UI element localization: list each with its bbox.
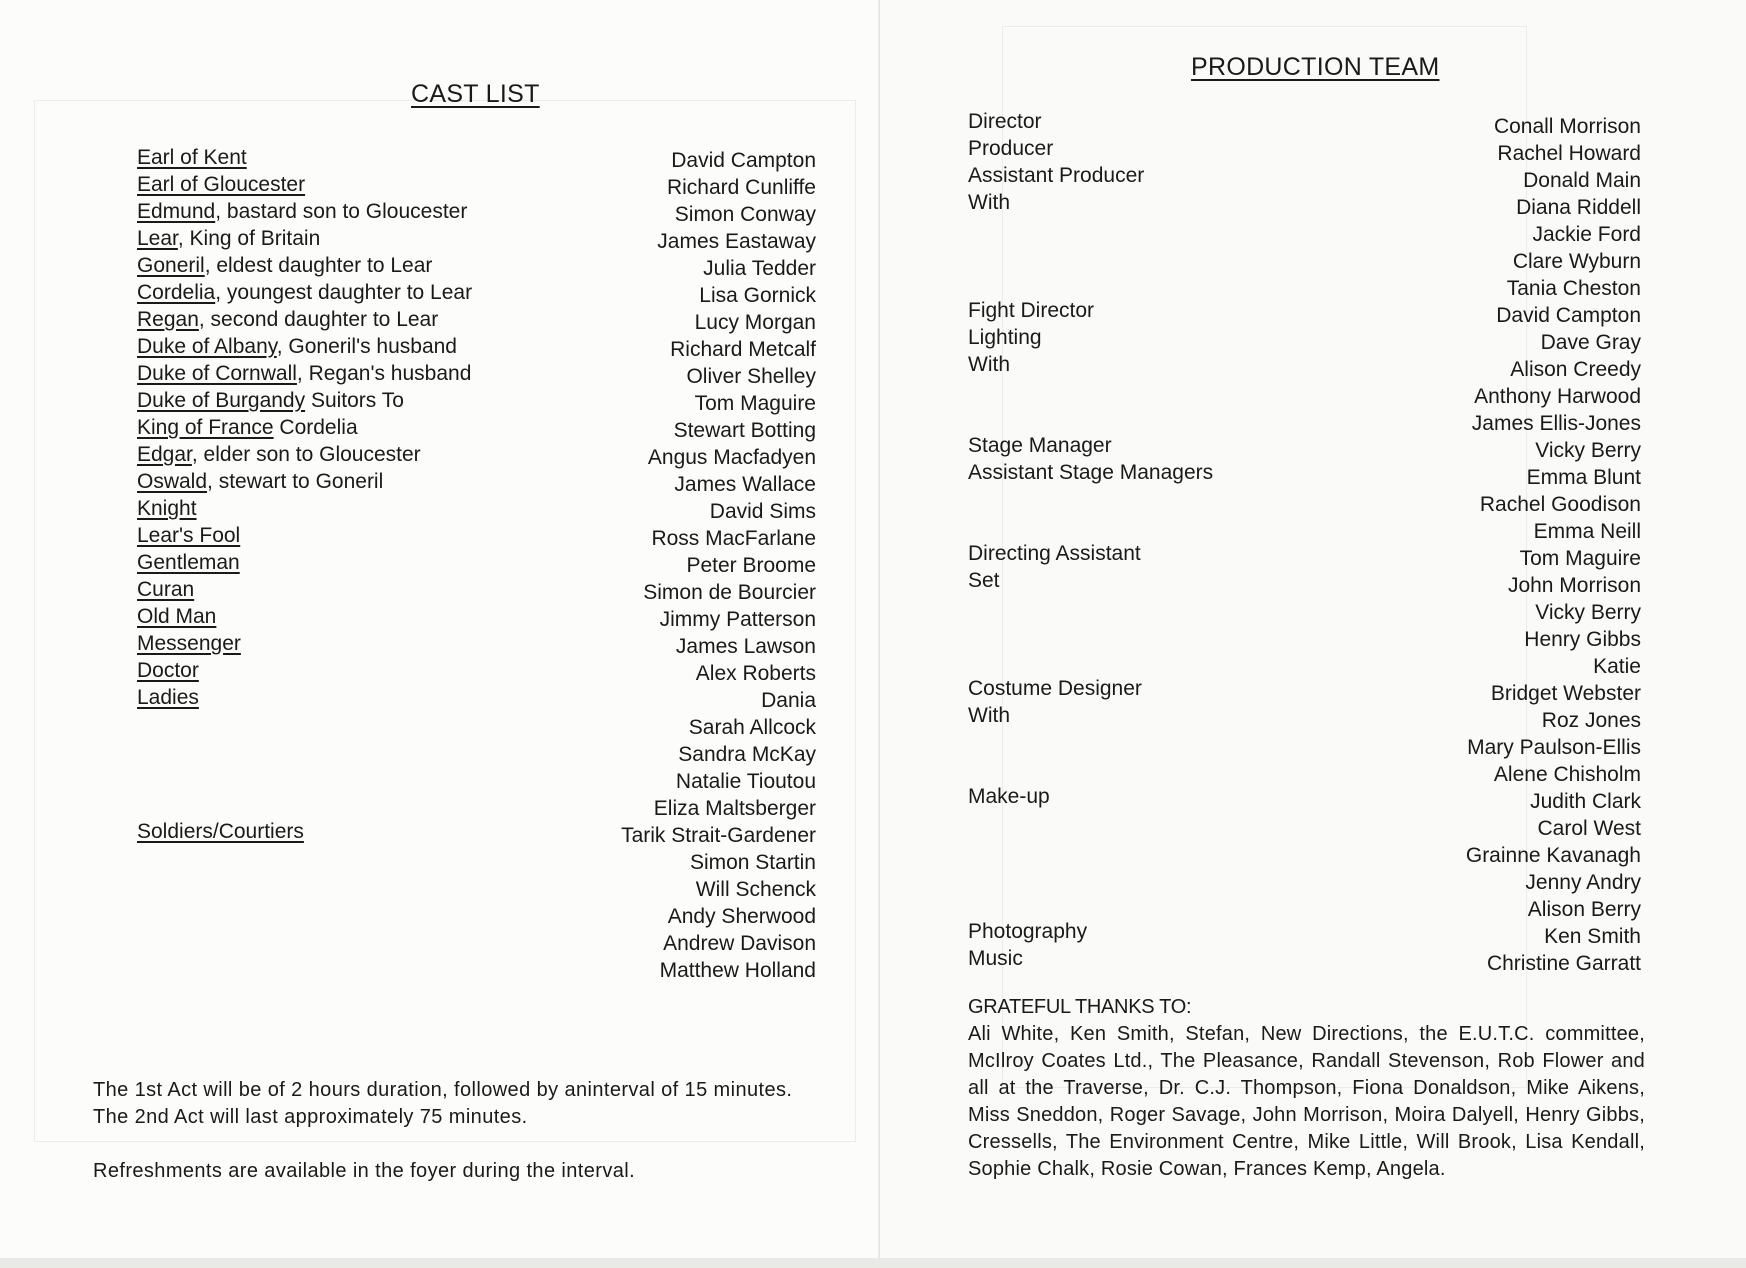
cast-member-name: Andrew Davison bbox=[663, 932, 816, 955]
team-member-name: Diana Riddell bbox=[1516, 196, 1641, 219]
team-role-item bbox=[968, 270, 1213, 297]
cast-role-item bbox=[137, 252, 472, 279]
cast-member-name: Julia Tedder bbox=[703, 257, 816, 280]
cast-member-name: James Eastaway bbox=[657, 230, 816, 253]
cast-member-name: Natalie Tioutou bbox=[675, 770, 816, 793]
team-member-name: Rachel Goodison bbox=[1479, 493, 1641, 516]
team-role-item bbox=[968, 810, 1213, 837]
team-role-item: Directing Assistant bbox=[968, 542, 1141, 565]
thanks-body: Ali White, Ken Smith, Stefan, New Directions, the E.U.T.C. committee, McIlroy Coates Ltd., The Pleasance, Randall Stevenson, Rob Flower and all at the Traverse, Dr. C.J. Thompson, Fiona Donaldson, Mike Aikens, Miss Sneddon, Roger Savage, John Morrison, Moira Dalyell, Henry Gibbs, Cressells, The Environment Centre, Mike Little, Will Brook, Lisa Kendall, Sophie Chalk, Rosie Cowan, Frances Kemp, Angela. bbox=[968, 1023, 1645, 1180]
cast-role-description: , elder son to Gloucester bbox=[191, 443, 421, 466]
team-role-item bbox=[968, 648, 1213, 675]
scan-bottom-edge bbox=[0, 1258, 1746, 1268]
cast-role-item bbox=[137, 684, 472, 711]
team-role-item bbox=[968, 729, 1213, 756]
cast-role-description: Cordelia bbox=[273, 416, 358, 439]
team-member-name: Anthony Harwood bbox=[1474, 385, 1641, 408]
team-role-item: Producer bbox=[968, 137, 1054, 160]
cast-member-name: Lucy Morgan bbox=[694, 311, 816, 334]
refreshments-note: Refreshments are available in the foyer during the interval. bbox=[93, 1160, 636, 1182]
team-member-name: Rachel Howard bbox=[1497, 142, 1641, 165]
cast-names-list bbox=[560, 147, 816, 984]
cast-role-name: Knight bbox=[137, 497, 197, 520]
cast-role-name: Ladies bbox=[137, 686, 199, 709]
soldiers-courtiers-label: Soldiers/Courtiers bbox=[137, 820, 304, 843]
cast-roles-list bbox=[137, 144, 472, 711]
cast-role-item bbox=[137, 576, 472, 603]
team-role-item: Director bbox=[968, 110, 1042, 133]
team-role-item: With bbox=[968, 191, 1010, 214]
cast-member-name: Lisa Gornick bbox=[699, 284, 816, 307]
cast-role-description: , second daughter to Lear bbox=[198, 308, 439, 331]
team-role-item bbox=[968, 243, 1213, 270]
team-role-item bbox=[968, 756, 1213, 783]
team-member-name: Vicky Berry bbox=[1535, 601, 1641, 624]
team-role-item bbox=[968, 216, 1213, 243]
cast-role-item bbox=[137, 360, 472, 387]
cast-member-name: James Wallace bbox=[674, 473, 816, 496]
cast-member-name: Richard Cunliffe bbox=[666, 176, 816, 199]
cast-member-name: Andy Sherwood bbox=[667, 905, 816, 928]
cast-role-item bbox=[137, 603, 472, 630]
cast-role-item bbox=[137, 144, 472, 171]
team-role-item bbox=[968, 486, 1213, 513]
team-role-item bbox=[968, 621, 1213, 648]
cast-role-item bbox=[137, 549, 472, 576]
cast-role-description: , Regan's husband bbox=[296, 362, 472, 385]
cast-role-name: Edgar bbox=[137, 443, 192, 466]
team-role-item bbox=[968, 378, 1213, 405]
cast-role-item bbox=[137, 414, 472, 441]
team-member-name: Emma Blunt bbox=[1526, 466, 1641, 489]
cast-role-name: Doctor bbox=[137, 659, 199, 682]
cast-role-item bbox=[137, 225, 472, 252]
team-role-item bbox=[968, 864, 1213, 891]
cast-member-name: Jimmy Patterson bbox=[659, 608, 816, 631]
cast-list-title: CAST LIST bbox=[411, 80, 540, 108]
team-role-item: Music bbox=[968, 947, 1023, 970]
cast-role-name: Lear's Fool bbox=[137, 524, 241, 547]
cast-member-name: Angus Macfadyen bbox=[647, 446, 816, 469]
cast-member-name: Tom Maguire bbox=[694, 392, 816, 415]
cast-member-name: James Lawson bbox=[675, 635, 816, 658]
cast-member-name: Sandra McKay bbox=[678, 743, 816, 766]
cast-role-name: Duke of Albany bbox=[137, 335, 277, 358]
team-member-name: Ken Smith bbox=[1544, 925, 1641, 948]
cast-role-name: Earl of Gloucester bbox=[137, 173, 306, 196]
cast-member-name: Ross MacFarlane bbox=[651, 527, 816, 550]
cast-role-description: , youngest daughter to Lear bbox=[215, 281, 473, 304]
team-role-item: Set bbox=[968, 569, 1000, 592]
team-names-list bbox=[1380, 113, 1641, 977]
team-member-name: Tom Maguire bbox=[1519, 547, 1641, 570]
cast-member-name: Stewart Botting bbox=[673, 419, 816, 442]
production-team-title: PRODUCTION TEAM bbox=[1191, 53, 1440, 81]
team-role-item: Stage Manager bbox=[968, 434, 1112, 457]
team-member-name: Emma Neill bbox=[1533, 520, 1641, 543]
cast-member-name: Sarah Allcock bbox=[688, 716, 816, 739]
cast-member-name: Simon Startin bbox=[689, 851, 816, 874]
team-member-name: Donald Main bbox=[1523, 169, 1641, 192]
team-member-name: Katie bbox=[1593, 655, 1641, 678]
cast-member-name: Richard Metcalf bbox=[670, 338, 816, 361]
cast-role-description: , bastard son to Gloucester bbox=[215, 200, 468, 223]
team-member-name: Grainne Kavanagh bbox=[1465, 844, 1641, 867]
cast-member-name: Simon de Bourcier bbox=[643, 581, 816, 604]
cast-role-name: Cordelia bbox=[137, 281, 216, 304]
team-role-item bbox=[968, 513, 1213, 540]
team-member-name: Dave Gray bbox=[1540, 331, 1641, 354]
cast-role-item bbox=[137, 333, 472, 360]
cast-role-name: Duke of Burgandy bbox=[137, 389, 306, 412]
cast-role-item bbox=[137, 495, 472, 522]
cast-member-name: David Campton bbox=[671, 149, 816, 172]
cast-member-name: Matthew Holland bbox=[659, 959, 816, 982]
cast-role-name: Goneril bbox=[137, 254, 205, 277]
cast-member-name: Oliver Shelley bbox=[686, 365, 816, 388]
cast-role-name: Regan bbox=[137, 308, 199, 331]
team-role-item: With bbox=[968, 704, 1010, 727]
team-roles-list bbox=[968, 108, 1213, 972]
cast-role-item bbox=[137, 468, 472, 495]
cast-role-item bbox=[137, 198, 472, 225]
team-member-name: Alison Berry bbox=[1527, 898, 1641, 921]
cast-role-name: Messenger bbox=[137, 632, 241, 655]
team-role-item: With bbox=[968, 353, 1010, 376]
cast-role-item bbox=[137, 522, 472, 549]
team-member-name: Christine Garratt bbox=[1486, 952, 1641, 975]
team-member-name: John Morrison bbox=[1507, 574, 1641, 597]
cast-member-name: Will Schenck bbox=[695, 878, 816, 901]
cast-role-name: Old Man bbox=[137, 605, 217, 628]
team-role-item bbox=[968, 594, 1213, 621]
team-role-item: Photography bbox=[968, 920, 1088, 943]
team-member-name: Bridget Webster bbox=[1490, 682, 1641, 705]
team-member-name: Henry Gibbs bbox=[1524, 628, 1641, 651]
cast-member-name: Dania bbox=[761, 689, 816, 712]
cast-role-name: Edmund bbox=[137, 200, 216, 223]
cast-member-name: Eliza Maltsberger bbox=[653, 797, 816, 820]
cast-role-name: Lear bbox=[137, 227, 178, 250]
cast-role-description: Suitors To bbox=[305, 389, 404, 412]
team-member-name: Roz Jones bbox=[1541, 709, 1641, 732]
right-page bbox=[880, 0, 1746, 1268]
team-member-name: James Ellis-Jones bbox=[1471, 412, 1641, 435]
cast-role-item bbox=[137, 387, 472, 414]
team-member-name: Judith Clark bbox=[1530, 790, 1641, 813]
cast-member-name: Tarik Strait-Gardener bbox=[621, 824, 816, 847]
team-member-name: David Campton bbox=[1496, 304, 1641, 327]
cast-role-description: , King of Britain bbox=[177, 227, 321, 250]
cast-member-name: Simon Conway bbox=[674, 203, 816, 226]
team-role-item: Make-up bbox=[968, 785, 1050, 808]
team-member-name: Alison Creedy bbox=[1510, 358, 1641, 381]
team-role-item bbox=[968, 837, 1213, 864]
team-member-name: Jenny Andry bbox=[1525, 871, 1641, 894]
cast-role-item bbox=[137, 657, 472, 684]
cast-role-name: King of France bbox=[137, 416, 274, 439]
cast-role-item bbox=[137, 171, 472, 198]
team-member-name: Vicky Berry bbox=[1535, 439, 1641, 462]
cast-role-name: Duke of Cornwall bbox=[137, 362, 297, 385]
cast-role-description: , Goneril's husband bbox=[276, 335, 457, 358]
cast-role-name: Gentleman bbox=[137, 551, 240, 574]
thanks-title: GRATEFUL THANKS TO: bbox=[968, 996, 1192, 1018]
team-role-item: Lighting bbox=[968, 326, 1042, 349]
cast-member-name: David Sims bbox=[709, 500, 816, 523]
cast-role-item bbox=[137, 306, 472, 333]
cast-role-description: , stewart to Goneril bbox=[207, 470, 384, 493]
team-member-name: Alene Chisholm bbox=[1493, 763, 1641, 786]
cast-role-item bbox=[137, 630, 472, 657]
team-member-name: Conall Morrison bbox=[1493, 115, 1641, 138]
team-member-name: Tania Cheston bbox=[1506, 277, 1641, 300]
cast-role-name: Curan bbox=[137, 578, 195, 601]
team-role-item: Assistant Producer bbox=[968, 164, 1145, 187]
team-member-name: Jackie Ford bbox=[1532, 223, 1641, 246]
cast-member-name: Peter Broome bbox=[686, 554, 816, 577]
team-role-item: Fight Director bbox=[968, 299, 1095, 322]
team-role-item: Costume Designer bbox=[968, 677, 1142, 700]
team-role-item bbox=[968, 405, 1213, 432]
duration-note: The 1st Act will be of 2 hours duration, followed by aninterval of 15 minutes. The 2nd Act will last approximately 75 minutes. bbox=[93, 1079, 793, 1128]
cast-role-item bbox=[137, 441, 472, 468]
team-role-item bbox=[968, 891, 1213, 918]
cast-role-name: Earl of Kent bbox=[137, 146, 247, 169]
team-role-item: Assistant Stage Managers bbox=[968, 461, 1214, 484]
cast-role-description: , eldest daughter to Lear bbox=[204, 254, 433, 277]
team-member-name: Carol West bbox=[1537, 817, 1641, 840]
cast-member-name: Alex Roberts bbox=[695, 662, 816, 685]
team-member-name: Clare Wyburn bbox=[1512, 250, 1641, 273]
cast-role-name: Oswald bbox=[137, 470, 208, 493]
cast-role-item bbox=[137, 279, 472, 306]
team-member-name: Mary Paulson-Ellis bbox=[1467, 736, 1641, 759]
